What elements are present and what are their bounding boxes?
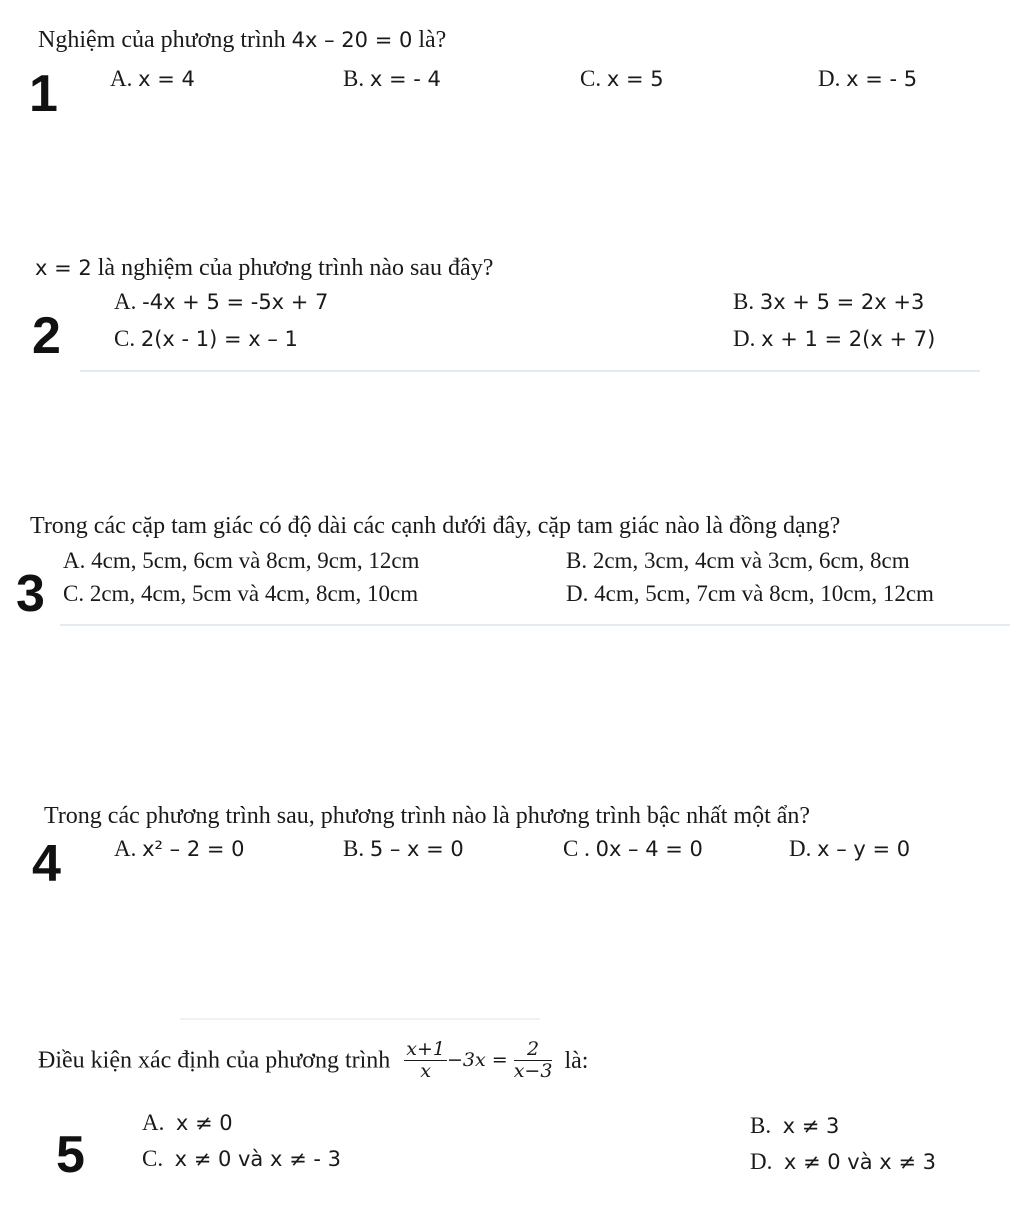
question-2-equation: x = 2 — [35, 256, 92, 280]
question-1-option-d[interactable]: D. x = - 5 — [818, 66, 918, 91]
question-2-option-a[interactable]: A. -4x + 5 = -5x + 7 — [114, 289, 329, 314]
question-5-text: Điều kiện xác định của phương trình — [38, 1047, 391, 1074]
question-5-option-c[interactable]: C. x ≠ 0 và x ≠ - 3 — [142, 1146, 341, 1171]
question-5-option-b[interactable]: B. x ≠ 3 — [750, 1113, 840, 1138]
question-4-option-d[interactable]: D. x – y = 0 — [789, 836, 911, 861]
divider — [60, 624, 1010, 626]
question-5-option-a[interactable]: A. x ≠ 0 — [142, 1110, 233, 1135]
question-3-stem: Trong các cặp tam giác có độ dài các cạnh dưới đây, cặp tam giác nào là đồng dạng? — [30, 513, 841, 539]
question-1-option-b[interactable]: B. x = - 4 — [343, 66, 441, 91]
question-4-option-b[interactable]: B. 5 – x = 0 — [343, 836, 464, 861]
question-5-option-d[interactable]: D. x ≠ 0 và x ≠ 3 — [750, 1149, 936, 1174]
question-1-text: Nghiệm của phương trình — [38, 27, 286, 53]
question-1-option-c[interactable]: C. x = 5 — [580, 66, 664, 91]
question-4-option-c[interactable]: C . 0x – 4 = 0 — [563, 836, 703, 861]
question-1-equation: 4x – 20 = 0 — [291, 28, 413, 52]
question-1-stem — [38, 27, 446, 54]
question-4-stem: Trong các phương trình sau, phương trình nào là phương trình bậc nhất một ẩn? — [44, 803, 811, 829]
question-4-number: 4 — [32, 835, 61, 893]
question-2-option-b[interactable]: B. 3x + 5 = 2x +3 — [733, 289, 925, 314]
question-5-stem — [38, 1040, 588, 1081]
question-5-text-end: là: — [564, 1047, 589, 1074]
question-3-number: 3 — [16, 565, 45, 623]
question-2-text: là nghiệm của phương trình nào sau đây? — [97, 255, 494, 281]
question-1-option-a[interactable]: A. x = 4 — [110, 66, 195, 91]
fraction-x-plus-1-over-x: $\frac{x+1}{x}$ — [406, 1038, 446, 1082]
question-2-number: 2 — [32, 307, 61, 365]
question-3-option-c[interactable]: C. 2cm, 4cm, 5cm và 4cm, 8cm, 10cm — [63, 581, 419, 606]
question-2-option-c[interactable]: C. 2(x - 1) = x – 1 — [114, 326, 298, 351]
divider — [80, 370, 980, 372]
question-3-option-a[interactable]: A. 4cm, 5cm, 6cm và 8cm, 9cm, 12cm — [63, 548, 420, 573]
question-2-option-d[interactable]: D. x + 1 = 2(x + 7) — [733, 326, 936, 351]
question-5-number: 5 — [56, 1126, 85, 1184]
equation-middle: −3x = — [447, 1049, 508, 1071]
question-1-text-end: là? — [418, 27, 447, 53]
divider — [180, 1018, 540, 1020]
fraction-2-over-x-minus-3: $\frac{2}{x-3}$ — [513, 1038, 553, 1082]
question-4-option-a[interactable]: A. x² – 2 = 0 — [114, 836, 245, 861]
question-3-option-b[interactable]: B. 2cm, 3cm, 4cm và 3cm, 6cm, 8cm — [566, 548, 910, 573]
question-2-stem — [35, 255, 493, 282]
question-1-number: 1 — [29, 65, 58, 123]
question-3-option-d[interactable]: D. 4cm, 5cm, 7cm và 8cm, 10cm, 12cm — [566, 581, 934, 606]
